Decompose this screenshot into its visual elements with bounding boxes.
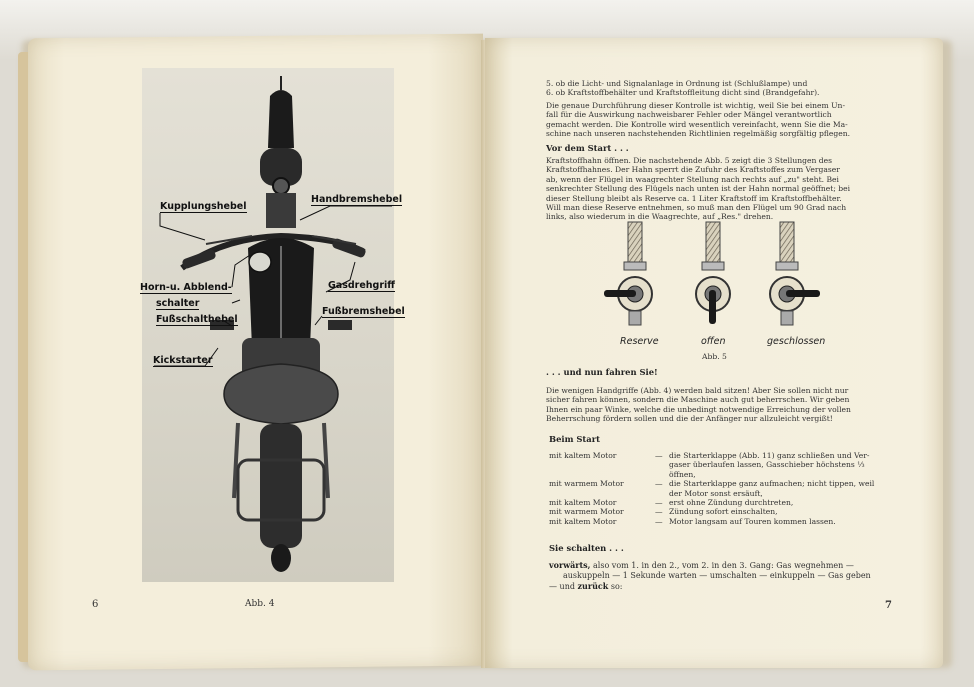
fuel-valve-figure [596,218,832,328]
start-row [549,460,894,469]
start-text: gaser überlaufen lassen, Gasschieber höchstens ⅓ [669,460,865,470]
figure-caption-abb5: Abb. 5 [702,352,727,361]
heading-sie-schalten: Sie schalten . . . [549,543,624,553]
heading-nun-fahren: . . . und nun fahren Sie! [546,367,658,377]
page-number-right: 7 [885,600,892,611]
label-fussschalthebel: Fußschalthebel [156,314,238,325]
vds-line-4: senkrechter Stellung des Flügels nach unten ist der Hahn normal geöffnet; bei [546,184,851,194]
schalten-zurueck: zurück [577,581,609,591]
start-row [549,507,894,516]
start-cond [549,460,655,469]
label-gasdrehgriff: Gasdrehgriff [328,280,395,291]
valve-label-offen: offen [701,336,726,347]
vor-dem-start-text [546,156,916,222]
start-row [549,451,894,460]
start-dash: — [655,507,663,517]
start-dash [655,460,669,469]
nun-fahren-text [546,386,916,424]
nf-line-4: Beherrschung fördern sollen und die der Anfänger nur allzuleicht vergißt! [546,414,833,424]
vds-line-5: dieser Stellung bleibt als Reserve ca. 1 Liter Kraftstoff im Kraftstoffbehälter. [546,193,842,203]
intro-line-4: schine nach unseren nachstehenden Richtlinien regelmäßig sorgfältig pflegen. [546,129,851,139]
heading-vor-dem-start: Vor dem Start . . . [546,143,629,153]
start-text: erst ohne Zündung durchtreten, [669,498,794,508]
nf-line-1: Die wenigen Handgriffe (Abb. 4) werden bald sitzen! Aber Sie sollen nicht nur [546,386,849,395]
schalten-vorwaerts: vorwärts, [549,560,591,570]
start-text: die Starterklappe (Abb. 11) ganz schließen und Ver- [669,451,870,460]
nf-line-3: Ihnen ein paar Winke, welche die unbedingt notwendige Erreichung der vollen [546,404,851,414]
start-dash [655,470,669,479]
label-horn-line1: Horn-u. Abblend- [140,282,232,293]
start-text: Motor langsam auf Touren kommen lassen. [669,516,836,526]
start-cond: mit warmem Motor [549,507,624,517]
start-cond [549,470,655,479]
start-dash: — [655,479,663,489]
valve-label-reserve: Reserve [620,336,659,347]
intro-item-5: 5. ob die Licht- und Signalanlage in Ordnung ist (Schlußlampe) und [546,79,808,88]
start-text: Zündung sofort einschalten, [669,507,778,517]
start-cond: mit kaltem Motor [549,498,617,508]
vds-line-3: ab, wenn der Flügel in waagrechter Stellung nach rechts auf „zu" steht. Bei [546,174,839,184]
schalten-text [549,560,909,592]
label-horn-line2: schalter [156,298,200,309]
start-cond: mit kaltem Motor [549,516,617,526]
nf-line-2: sicher fahren können, sondern die Maschine auch gut beherrschen. Wir geben [546,395,850,405]
label-fussbremshebel: Fußbremshebel [322,306,405,317]
heading-beim-start: Beim Start [549,434,600,444]
figure-caption-abb4: Abb. 4 [245,599,275,609]
start-row [549,479,894,488]
vds-line-6: Will man diese Reserve entnehmen, so muß man den Flügel um 90 Grad nach [546,203,847,213]
intro-line-3: gemacht werden. Die Kontrolle wird wesentlich vereinfacht, wenn Sie die Ma- [546,119,848,129]
beim-start-table [549,451,894,526]
start-dash: — [655,516,663,526]
schalten-line-3a: — und [549,582,578,591]
schalten-line-1-rest: also vom 1. in den 2., vom 2. in den 3. Gang: Gas wegnehmen — [590,561,854,570]
label-kickstarter: Kickstarter [153,355,213,366]
start-dash [655,489,669,498]
intro-block [546,79,906,138]
vds-line-2: Kraftstoffhahnes. Der Hahn sperrt die Zufuhr des Kraftstoffes zum Vergaser [546,165,840,175]
start-dash: — [655,498,663,508]
intro-item-6: 6. ob Kraftstoffbehälter und Kraftstoffleitung dicht sind (Brandgefahr). [546,88,820,98]
start-dash: — [655,451,663,460]
schalten-line-2: auskuppeln — 1 Sekunde warten — umschalten — einkuppeln — Gas geben [563,571,871,580]
label-handbremshebel: Handbremshebel [311,194,403,205]
schalten-line-3c: so: [608,582,623,591]
valve-label-geschlossen: geschlossen [767,336,826,347]
vds-line-1: Kraftstoffhahn öffnen. Die nachstehende Abb. 5 zeigt die 3 Stellungen des [546,156,833,165]
start-cond [549,489,655,498]
vds-line-7: links, also wiederum in die Waagrechte, auf „Res." drehen. [546,212,774,222]
start-text: öffnen, [669,469,696,479]
valve-reserve-icon [604,222,652,325]
start-row [549,489,894,498]
intro-line-1: Die genaue Durchführung dieser Kontrolle ist wichtig, weil Sie bei einem Un- [546,100,846,110]
valve-offen-icon [696,222,730,324]
start-row [549,470,894,479]
schalten-line-1 [549,560,909,571]
start-cond: mit kaltem Motor [549,451,617,460]
start-text: der Motor sonst ersäuft, [669,488,763,498]
start-cond: mit warmem Motor [549,479,624,489]
page-number-left: 6 [92,599,99,610]
valve-geschlossen-icon [770,222,820,325]
label-kupplungshebel: Kupplungshebel [160,201,247,212]
start-text: die Starterklappe ganz aufmachen; nicht tippen, weil [669,479,875,489]
start-row [549,498,894,507]
start-row [549,517,894,526]
schalten-line-3 [549,581,909,592]
intro-line-2: fall für die Auswirkung nachweisbarer Fehler oder Mängel verantwortlich [546,110,832,120]
